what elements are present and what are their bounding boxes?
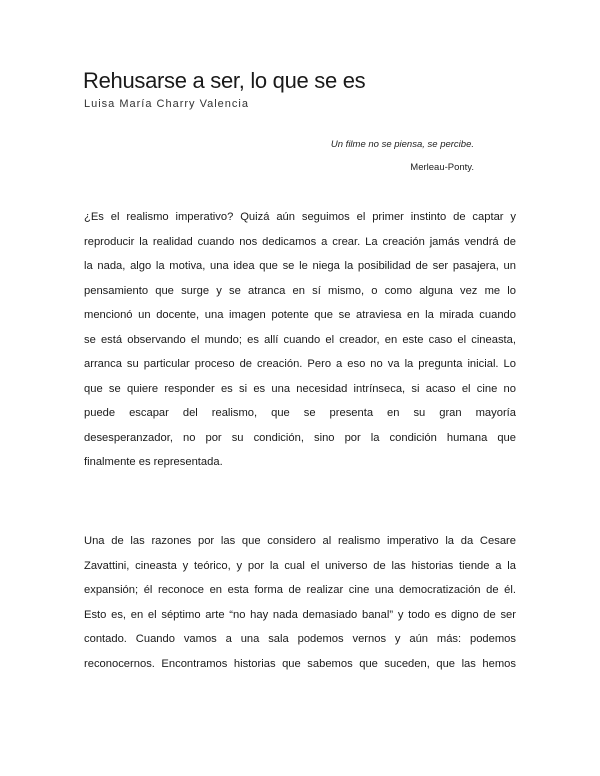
paragraph-line: Una de las razones por las que considero al realismo imperativo la da Cesare xyxy=(84,535,516,547)
paragraph-line: mencionó un docente, una imagen potente que se atraviesa en la mirada cuando xyxy=(84,309,516,321)
paragraph-line: reconocernos. Encontramos historias que sabemos que suceden, que las hemos xyxy=(84,657,516,670)
paragraph-line: la nada, algo la motiva, una idea que se le niega la posibilidad de ser pasajera, un xyxy=(84,260,516,272)
epigraph-source: Merleau-Ponty. xyxy=(410,162,474,173)
paragraph-line: desesperanzador, no por su condición, sino por la condición humana que xyxy=(84,431,516,444)
paragraph-line: que se quiere responder es si es una necesidad intrínseca, si acaso el cine no xyxy=(84,382,516,395)
paragraph-line: puede escapar del realismo, que se presenta en su gran mayoría xyxy=(84,407,516,419)
paragraph-line: Esto es, en el séptimo arte “no hay nada demasiado banal” y todo es digno de ser xyxy=(84,608,516,621)
paragraph-line: se está observando el mundo; es allí cuando el creador, en este caso el cineasta, xyxy=(84,333,516,346)
paragraph-2 xyxy=(84,529,516,676)
paragraph-1 xyxy=(84,205,516,475)
document-title: Rehusarse a ser, lo que se es xyxy=(83,68,366,93)
document-author: Luisa María Charry Valencia xyxy=(84,98,249,110)
paragraph-line: finalmente es representada. xyxy=(84,456,223,468)
paragraph-line: arranca su particular proceso de creación. Pero a eso no va la pregunta inicial. Lo xyxy=(84,358,516,370)
paragraph-line: pensamiento que surge y se atranca en sí mismo, o como alguna vez me lo xyxy=(84,284,516,297)
paragraph-line: ¿Es el realismo imperativo? Quizá aún seguimos el primer instinto de captar y xyxy=(84,211,516,223)
epigraph xyxy=(300,138,474,175)
paragraph-line: Zavattini, cineasta y teórico, y por la cual el universo de las historias tiende a la xyxy=(84,559,516,572)
paragraph-line: reproducir la realidad cuando nos dedicamos a crear. La creación jamás vendrá de xyxy=(84,235,516,248)
epigraph-quote: Un filme no se piensa, se percibe. xyxy=(330,139,474,150)
paragraph-line: expansión; él reconoce en esta forma de realizar cine una democratización de él. xyxy=(84,584,516,596)
paragraph-line: contado. Cuando vamos a una sala podemos vernos y aún más: podemos xyxy=(84,633,516,645)
